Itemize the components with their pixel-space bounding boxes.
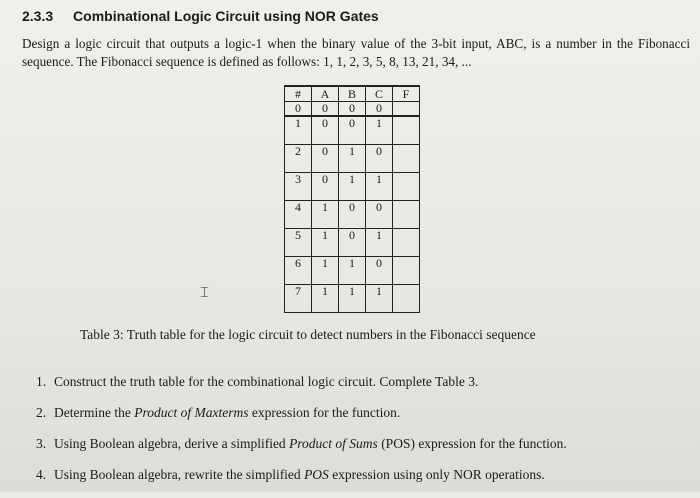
cell-c: 0 — [366, 102, 393, 117]
question-number: 2. — [36, 405, 47, 420]
cell-index: 3 — [285, 173, 312, 201]
question-number: 4. — [36, 467, 47, 482]
cell-f[interactable] — [393, 173, 420, 201]
question-text-end: expression for the function. — [248, 405, 401, 420]
list-item — [36, 467, 567, 498]
cell-b: 0 — [339, 201, 366, 229]
cell-index: 4 — [285, 201, 312, 229]
question-number: 3. — [36, 436, 47, 451]
cell-b: 0 — [339, 229, 366, 257]
cell-f[interactable] — [393, 102, 420, 117]
section-heading — [22, 8, 379, 24]
cell-index: 0 — [285, 102, 312, 117]
cell-a: 0 — [312, 116, 339, 145]
list-item — [36, 405, 567, 436]
cell-a: 1 — [312, 201, 339, 229]
cell-c: 0 — [366, 145, 393, 173]
truth-table — [284, 85, 420, 313]
header-cell-b: B — [339, 86, 366, 102]
cell-b: 1 — [339, 285, 366, 313]
cell-a: 0 — [312, 102, 339, 117]
question-emphasis: Product of Maxterms — [134, 405, 249, 420]
table-row — [285, 285, 420, 313]
text-cursor-icon: ⌶ — [200, 283, 210, 301]
cell-index: 1 — [285, 116, 312, 145]
cell-f[interactable] — [393, 229, 420, 257]
cell-b: 1 — [339, 145, 366, 173]
table-row — [285, 229, 420, 257]
cell-index: 7 — [285, 285, 312, 313]
intro-paragraph: Design a logic circuit that outputs a logic-1 when the binary value of the 3-bit input, ABC, is a number in the Fibonacci sequence. The Fibonacci sequence is defined as follows: 1, 1, 2, 3, 5, 8, 13, 21, 34, ... — [22, 36, 690, 69]
question-text: Determine the — [54, 405, 135, 420]
cell-c: 1 — [366, 116, 393, 145]
cell-f[interactable] — [393, 285, 420, 313]
question-text: Using Boolean algebra, rewrite the simplified — [54, 467, 305, 482]
table-row — [285, 145, 420, 173]
header-cell-c: C — [366, 86, 393, 102]
cell-c: 1 — [366, 285, 393, 313]
cell-f[interactable] — [393, 201, 420, 229]
table-row — [285, 173, 420, 201]
header-cell-f: F — [393, 86, 420, 102]
cell-a: 0 — [312, 145, 339, 173]
header-cell-a: A — [312, 86, 339, 102]
question-list — [36, 374, 567, 498]
cell-c: 1 — [366, 173, 393, 201]
cell-c: 0 — [366, 201, 393, 229]
section-title: Combinational Logic Circuit using NOR Gates — [73, 8, 379, 24]
question-text: Construct the truth table for the combinational logic circuit. Complete Table 3. — [54, 374, 479, 389]
table-row — [285, 201, 420, 229]
list-item — [36, 374, 567, 405]
list-item — [36, 436, 567, 467]
table-row — [285, 116, 420, 145]
header-cell-index: # — [285, 86, 312, 102]
cell-c: 0 — [366, 257, 393, 285]
question-text-end: (POS) expression for the function. — [377, 436, 567, 451]
cell-index: 2 — [285, 145, 312, 173]
cell-b: 0 — [339, 116, 366, 145]
cell-a: 1 — [312, 257, 339, 285]
question-text-end: expression using only NOR operations. — [328, 467, 545, 482]
cell-b: 1 — [339, 257, 366, 285]
cell-b: 1 — [339, 173, 366, 201]
table-row — [285, 257, 420, 285]
cell-a: 1 — [312, 229, 339, 257]
cell-a: 1 — [312, 285, 339, 313]
section-number: 2.3.3 — [22, 8, 54, 24]
question-text: Using Boolean algebra, derive a simplified — [54, 436, 290, 451]
truth-table-header-row — [285, 86, 420, 102]
question-number: 1. — [36, 374, 47, 389]
cell-f[interactable] — [393, 116, 420, 145]
question-emphasis: Product of Sums — [289, 436, 378, 451]
cell-index: 5 — [285, 229, 312, 257]
cell-a: 0 — [312, 173, 339, 201]
cell-c: 1 — [366, 229, 393, 257]
question-emphasis: POS — [304, 467, 329, 482]
table-caption: Table 3: Truth table for the logic circuit to detect numbers in the Fibonacci sequence — [80, 327, 536, 342]
cell-b: 0 — [339, 102, 366, 117]
cell-index: 6 — [285, 257, 312, 285]
table-row — [285, 102, 420, 117]
cell-f[interactable] — [393, 145, 420, 173]
cell-f[interactable] — [393, 257, 420, 285]
